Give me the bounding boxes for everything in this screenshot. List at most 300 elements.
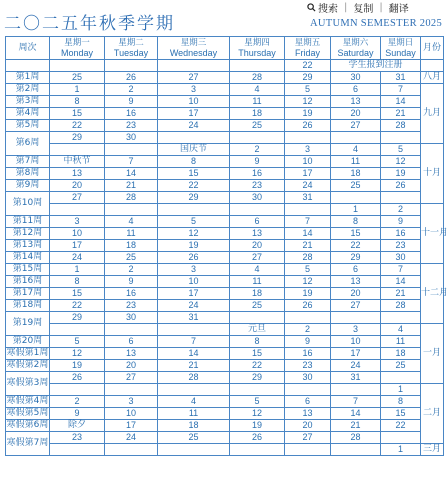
day-cell: 23 xyxy=(105,120,158,132)
week-label: 第5周 xyxy=(6,120,50,132)
day-cell: 22 xyxy=(285,60,331,72)
day-cell: 22 xyxy=(50,120,105,132)
day-header-cn: 星期五 xyxy=(294,38,321,48)
day-cell: 4 xyxy=(105,216,158,228)
week-label: 第6周 xyxy=(6,132,50,156)
day-cell: 17 xyxy=(331,348,381,360)
day-cell: 28 xyxy=(381,120,421,132)
week-row xyxy=(6,216,444,228)
day-cell: 28 xyxy=(381,300,421,312)
day-cell: 26 xyxy=(158,252,230,264)
week-row xyxy=(6,324,444,336)
day-cell: 13 xyxy=(331,276,381,288)
toolbar-divider: | xyxy=(344,1,348,13)
week-row xyxy=(6,300,444,312)
month-label: 十月 xyxy=(421,144,444,204)
day-cell xyxy=(50,144,105,156)
week-row xyxy=(6,60,444,72)
day-cell: 30 xyxy=(285,372,331,384)
day-cell: 31 xyxy=(285,192,331,204)
day-cell xyxy=(331,444,381,456)
day-cell xyxy=(285,384,331,396)
day-cell: 13 xyxy=(50,168,105,180)
day-cell: 27 xyxy=(158,72,230,84)
day-cell: 6 xyxy=(285,396,331,408)
day-cell xyxy=(105,384,158,396)
week-label: 第17周 xyxy=(6,288,50,300)
week-row xyxy=(6,276,444,288)
day-cell: 15 xyxy=(50,108,105,120)
day-cell: 16 xyxy=(230,168,285,180)
day-cell: 21 xyxy=(381,288,421,300)
day-cell: 3 xyxy=(285,144,331,156)
day-cell: 19 xyxy=(285,108,331,120)
day-cell: 15 xyxy=(50,288,105,300)
week-row xyxy=(6,120,444,132)
week-row xyxy=(6,84,444,96)
week-label: 第18周 xyxy=(6,300,50,312)
week-row xyxy=(6,336,444,348)
day-cell: 5 xyxy=(158,216,230,228)
day-cell: 4 xyxy=(381,324,421,336)
week-row xyxy=(6,96,444,108)
day-cell xyxy=(230,384,285,396)
day-cell: 23 xyxy=(105,300,158,312)
week-label: 第20周 xyxy=(6,336,50,348)
day-cell: 2 xyxy=(50,396,105,408)
day-cell xyxy=(105,444,158,456)
day-cell: 5 xyxy=(285,84,331,96)
week-row xyxy=(6,156,444,168)
day-header xyxy=(230,37,285,60)
week-label: 第7周 xyxy=(6,156,50,168)
week-label: 第8周 xyxy=(6,168,50,180)
day-header-en: Wednesday xyxy=(169,48,218,58)
day-cell: 17 xyxy=(158,108,230,120)
day-cell xyxy=(50,384,105,396)
day-header-en: Sunday xyxy=(385,48,416,58)
day-cell: 10 xyxy=(105,408,158,420)
day-cell xyxy=(158,132,230,144)
week-label: 寒假第5周 xyxy=(6,408,49,418)
week-row xyxy=(6,312,444,324)
day-cell xyxy=(331,384,381,396)
week-label: 第19周 xyxy=(6,312,50,336)
day-cell: 25 xyxy=(381,360,421,372)
day-cell: 3 xyxy=(331,324,381,336)
week-label: 寒假第1周 xyxy=(6,348,49,358)
day-cell: 1 xyxy=(50,264,105,276)
day-cell: 3 xyxy=(105,396,158,408)
day-cell: 27 xyxy=(331,120,381,132)
day-cell: 28 xyxy=(285,252,331,264)
month-label: 八月 xyxy=(421,72,444,84)
week-row xyxy=(6,396,444,408)
day-header-en: Friday xyxy=(294,48,320,58)
day-cell: 18 xyxy=(381,348,421,360)
day-cell: 15 xyxy=(381,408,421,420)
month-label: 二月 xyxy=(421,384,444,444)
day-cell xyxy=(50,204,105,216)
page-header xyxy=(0,0,448,36)
day-cell: 21 xyxy=(105,180,158,192)
day-cell xyxy=(381,312,421,324)
day-cell: 20 xyxy=(285,420,331,432)
day-cell: 19 xyxy=(158,240,230,252)
day-cell: 19 xyxy=(381,168,421,180)
week-row xyxy=(6,408,444,420)
day-cell xyxy=(230,60,285,72)
day-cell: 14 xyxy=(105,168,158,180)
week-column-header: 周次 xyxy=(6,37,50,60)
day-cell: 22 xyxy=(50,300,105,312)
day-cell xyxy=(285,312,331,324)
day-cell: 16 xyxy=(105,288,158,300)
day-cell: 4 xyxy=(331,144,381,156)
week-row xyxy=(6,372,444,384)
day-cell: 10 xyxy=(285,156,331,168)
day-cell: 31 xyxy=(381,72,421,84)
day-cell xyxy=(158,444,230,456)
day-cell: 2 xyxy=(105,84,158,96)
day-cell: 12 xyxy=(381,156,421,168)
week-row xyxy=(6,264,444,276)
day-cell: 28 xyxy=(230,72,285,84)
day-cell: 15 xyxy=(331,228,381,240)
header-row xyxy=(6,37,444,60)
day-cell: 19 xyxy=(230,420,285,432)
day-header-en: Saturday xyxy=(337,48,374,58)
day-cell xyxy=(50,444,105,456)
day-cell xyxy=(381,432,421,444)
day-cell: 11 xyxy=(105,228,158,240)
week-row xyxy=(6,288,444,300)
day-cell: 19 xyxy=(50,360,105,372)
day-cell: 27 xyxy=(105,372,158,384)
week-label: 第1周 xyxy=(6,72,50,84)
day-cell: 22 xyxy=(158,180,230,192)
day-header-en: Monday xyxy=(60,48,94,58)
month-label: 十二月 xyxy=(421,264,444,324)
day-cell: 8 xyxy=(50,96,105,108)
week-label: 寒假第4周 xyxy=(6,396,49,406)
day-cell: 13 xyxy=(230,228,285,240)
week-label: 寒假第3周 xyxy=(6,372,50,396)
day-cell: 13 xyxy=(331,96,381,108)
page-title: 二〇二五年秋季学期 xyxy=(4,14,175,34)
day-cell: 30 xyxy=(331,72,381,84)
week-label: 第4周 xyxy=(6,108,50,120)
day-cell: 7 xyxy=(105,156,158,168)
day-cell: 6 xyxy=(331,84,381,96)
day-header xyxy=(50,37,105,60)
day-cell: 9 xyxy=(230,156,285,168)
day-cell: 20 xyxy=(50,180,105,192)
week-label: 第15周 xyxy=(6,264,50,276)
month-column-header: 月份 xyxy=(421,37,444,60)
day-cell: 29 xyxy=(285,72,331,84)
day-cell: 10 xyxy=(331,336,381,348)
day-cell: 29 xyxy=(331,252,381,264)
day-cell xyxy=(105,144,158,156)
day-cell: 9 xyxy=(105,276,158,288)
day-header-cn: 星期六 xyxy=(342,38,369,48)
week-row xyxy=(6,192,444,204)
search-label: 搜索 xyxy=(318,3,338,15)
day-cell: 28 xyxy=(105,192,158,204)
day-cell: 31 xyxy=(158,312,230,324)
page-subtitle: AUTUMN SEMESTER 2025 xyxy=(310,18,443,29)
day-cell: 21 xyxy=(381,108,421,120)
day-cell: 7 xyxy=(331,396,381,408)
day-cell: 14 xyxy=(331,408,381,420)
week-label: 寒假第6周 xyxy=(6,420,49,430)
week-row xyxy=(6,72,444,84)
day-cell: 7 xyxy=(158,336,230,348)
day-cell xyxy=(230,132,285,144)
week-label: 第9周 xyxy=(6,180,50,192)
day-cell: 8 xyxy=(230,336,285,348)
week-row xyxy=(6,420,444,432)
day-cell: 27 xyxy=(230,252,285,264)
day-cell xyxy=(285,132,331,144)
day-cell: 27 xyxy=(331,300,381,312)
day-cell: 24 xyxy=(50,252,105,264)
day-cell: 8 xyxy=(50,276,105,288)
day-cell: 4 xyxy=(230,84,285,96)
day-cell: 29 xyxy=(50,312,105,324)
day-cell: 28 xyxy=(331,432,381,444)
day-cell: 8 xyxy=(158,156,230,168)
day-cell: 4 xyxy=(158,396,230,408)
semester-calendar-table xyxy=(5,36,448,456)
day-cell: 8 xyxy=(381,396,421,408)
day-cell: 6 xyxy=(331,264,381,276)
day-cell xyxy=(285,444,331,456)
day-cell: 30 xyxy=(381,252,421,264)
day-cell xyxy=(230,444,285,456)
copy-button[interactable]: 复制 xyxy=(353,3,374,15)
day-cell: 国庆节 xyxy=(158,144,230,156)
day-cell: 17 xyxy=(105,420,158,432)
day-header xyxy=(331,37,381,60)
week-row xyxy=(6,204,444,216)
day-cell xyxy=(285,204,331,216)
day-cell: 19 xyxy=(285,288,331,300)
day-cell: 26 xyxy=(285,120,331,132)
day-cell: 29 xyxy=(158,192,230,204)
day-cell: 25 xyxy=(331,180,381,192)
week-label xyxy=(6,60,50,72)
day-cell: 除夕 xyxy=(50,420,105,432)
calendar-body xyxy=(6,60,448,456)
day-cell: 6 xyxy=(105,336,158,348)
day-cell: 18 xyxy=(158,420,230,432)
day-cell: 7 xyxy=(285,216,331,228)
day-cell: 30 xyxy=(230,192,285,204)
day-cell: 12 xyxy=(158,228,230,240)
day-cell: 9 xyxy=(105,96,158,108)
day-cell: 5 xyxy=(50,336,105,348)
translate-button[interactable]: 翻译 xyxy=(388,3,409,15)
day-cell: 24 xyxy=(158,120,230,132)
day-cell: 25 xyxy=(230,120,285,132)
day-cell: 29 xyxy=(230,372,285,384)
day-cell: 5 xyxy=(285,264,331,276)
week-label: 第13周 xyxy=(6,240,50,252)
day-cell: 12 xyxy=(285,96,331,108)
day-cell: 20 xyxy=(331,108,381,120)
day-cell: 1 xyxy=(331,204,381,216)
day-cell: 3 xyxy=(158,84,230,96)
day-cell: 9 xyxy=(285,336,331,348)
day-cell xyxy=(381,132,421,144)
day-cell: 26 xyxy=(230,432,285,444)
day-cell: 21 xyxy=(331,420,381,432)
day-cell: 16 xyxy=(285,348,331,360)
day-cell: 18 xyxy=(230,108,285,120)
day-header xyxy=(381,37,421,60)
day-cell xyxy=(331,132,381,144)
day-cell: 元旦 xyxy=(230,324,285,336)
day-cell: 17 xyxy=(50,240,105,252)
day-cell: 22 xyxy=(230,360,285,372)
day-cell: 14 xyxy=(381,96,421,108)
day-cell: 15 xyxy=(158,168,230,180)
day-cell: 16 xyxy=(381,228,421,240)
day-cell: 14 xyxy=(285,228,331,240)
day-cell: 23 xyxy=(230,180,285,192)
day-cell xyxy=(105,324,158,336)
day-cell: 2 xyxy=(285,324,331,336)
day-cell: 24 xyxy=(158,300,230,312)
day-cell: 2 xyxy=(230,144,285,156)
day-cell: 18 xyxy=(230,288,285,300)
day-cell: 1 xyxy=(381,384,421,396)
week-label: 寒假第2周 xyxy=(6,360,49,370)
day-cell: 11 xyxy=(230,96,285,108)
day-cell: 12 xyxy=(230,408,285,420)
day-cell: 26 xyxy=(105,72,158,84)
day-cell: 9 xyxy=(50,408,105,420)
week-label: 第14周 xyxy=(6,252,50,264)
day-cell: 1 xyxy=(50,84,105,96)
week-row xyxy=(6,180,444,192)
day-cell xyxy=(105,60,158,72)
day-cell xyxy=(105,204,158,216)
week-row xyxy=(6,144,444,156)
day-cell: 7 xyxy=(381,84,421,96)
week-row xyxy=(6,168,444,180)
day-header-cn: 星期日 xyxy=(387,38,414,48)
day-cell: 22 xyxy=(381,420,421,432)
day-cell: 26 xyxy=(285,300,331,312)
day-cell: 24 xyxy=(331,360,381,372)
day-cell xyxy=(50,324,105,336)
month-label xyxy=(421,60,444,72)
week-row xyxy=(6,252,444,264)
day-cell xyxy=(331,312,381,324)
day-cell: 3 xyxy=(158,264,230,276)
day-cell: 20 xyxy=(230,240,285,252)
search-button[interactable] xyxy=(307,0,338,15)
day-cell: 21 xyxy=(285,240,331,252)
day-cell xyxy=(158,204,230,216)
week-label: 第16周 xyxy=(6,276,50,288)
day-cell: 29 xyxy=(50,132,105,144)
day-cell: 13 xyxy=(285,408,331,420)
day-cell: 4 xyxy=(230,264,285,276)
day-cell: 26 xyxy=(50,372,105,384)
day-cell: 11 xyxy=(381,336,421,348)
day-cell xyxy=(158,60,230,72)
day-header-cn: 星期三 xyxy=(180,38,207,48)
day-cell: 17 xyxy=(285,168,331,180)
week-label: 第11周 xyxy=(6,216,50,228)
week-label: 第3周 xyxy=(6,96,50,108)
day-cell: 5 xyxy=(230,396,285,408)
day-cell: 14 xyxy=(158,348,230,360)
day-header-cn: 星期一 xyxy=(64,38,90,48)
day-cell: 18 xyxy=(105,240,158,252)
day-cell xyxy=(158,324,230,336)
day-cell xyxy=(230,204,285,216)
day-cell: 22 xyxy=(331,240,381,252)
day-cell: 中秋节 xyxy=(50,156,105,168)
day-cell: 6 xyxy=(230,216,285,228)
week-row xyxy=(6,432,444,444)
day-cell: 27 xyxy=(285,432,331,444)
week-row xyxy=(6,240,444,252)
day-header-cn: 星期四 xyxy=(244,38,270,48)
day-cell: 12 xyxy=(50,348,105,360)
day-cell: 10 xyxy=(158,276,230,288)
day-cell: 3 xyxy=(50,216,105,228)
event-cell: 学生报到注册 xyxy=(331,60,421,72)
day-cell: 15 xyxy=(230,348,285,360)
day-cell: 14 xyxy=(381,276,421,288)
week-row xyxy=(6,228,444,240)
day-cell: 11 xyxy=(230,276,285,288)
day-header-en: Thursday xyxy=(238,48,276,58)
week-row xyxy=(6,384,444,396)
week-label: 第2周 xyxy=(6,84,50,96)
day-cell: 21 xyxy=(158,360,230,372)
day-cell: 12 xyxy=(285,276,331,288)
day-cell: 8 xyxy=(331,216,381,228)
toolbar-divider: | xyxy=(379,1,383,13)
day-cell: 30 xyxy=(105,132,158,144)
day-cell: 31 xyxy=(331,372,381,384)
day-cell: 1 xyxy=(381,444,421,456)
search-icon xyxy=(307,3,316,12)
day-cell: 25 xyxy=(230,300,285,312)
day-header xyxy=(285,37,331,60)
week-label: 寒假第7周 xyxy=(6,432,50,456)
day-cell: 28 xyxy=(158,372,230,384)
day-cell: 24 xyxy=(285,180,331,192)
day-cell: 25 xyxy=(50,72,105,84)
day-cell: 16 xyxy=(105,108,158,120)
day-cell: 25 xyxy=(158,432,230,444)
month-label: 三月 xyxy=(421,444,444,456)
day-header-cn: 星期二 xyxy=(118,38,144,48)
day-cell: 24 xyxy=(105,432,158,444)
week-row xyxy=(6,108,444,120)
day-cell: 13 xyxy=(105,348,158,360)
week-row xyxy=(6,444,444,456)
month-label: 一月 xyxy=(421,324,444,384)
